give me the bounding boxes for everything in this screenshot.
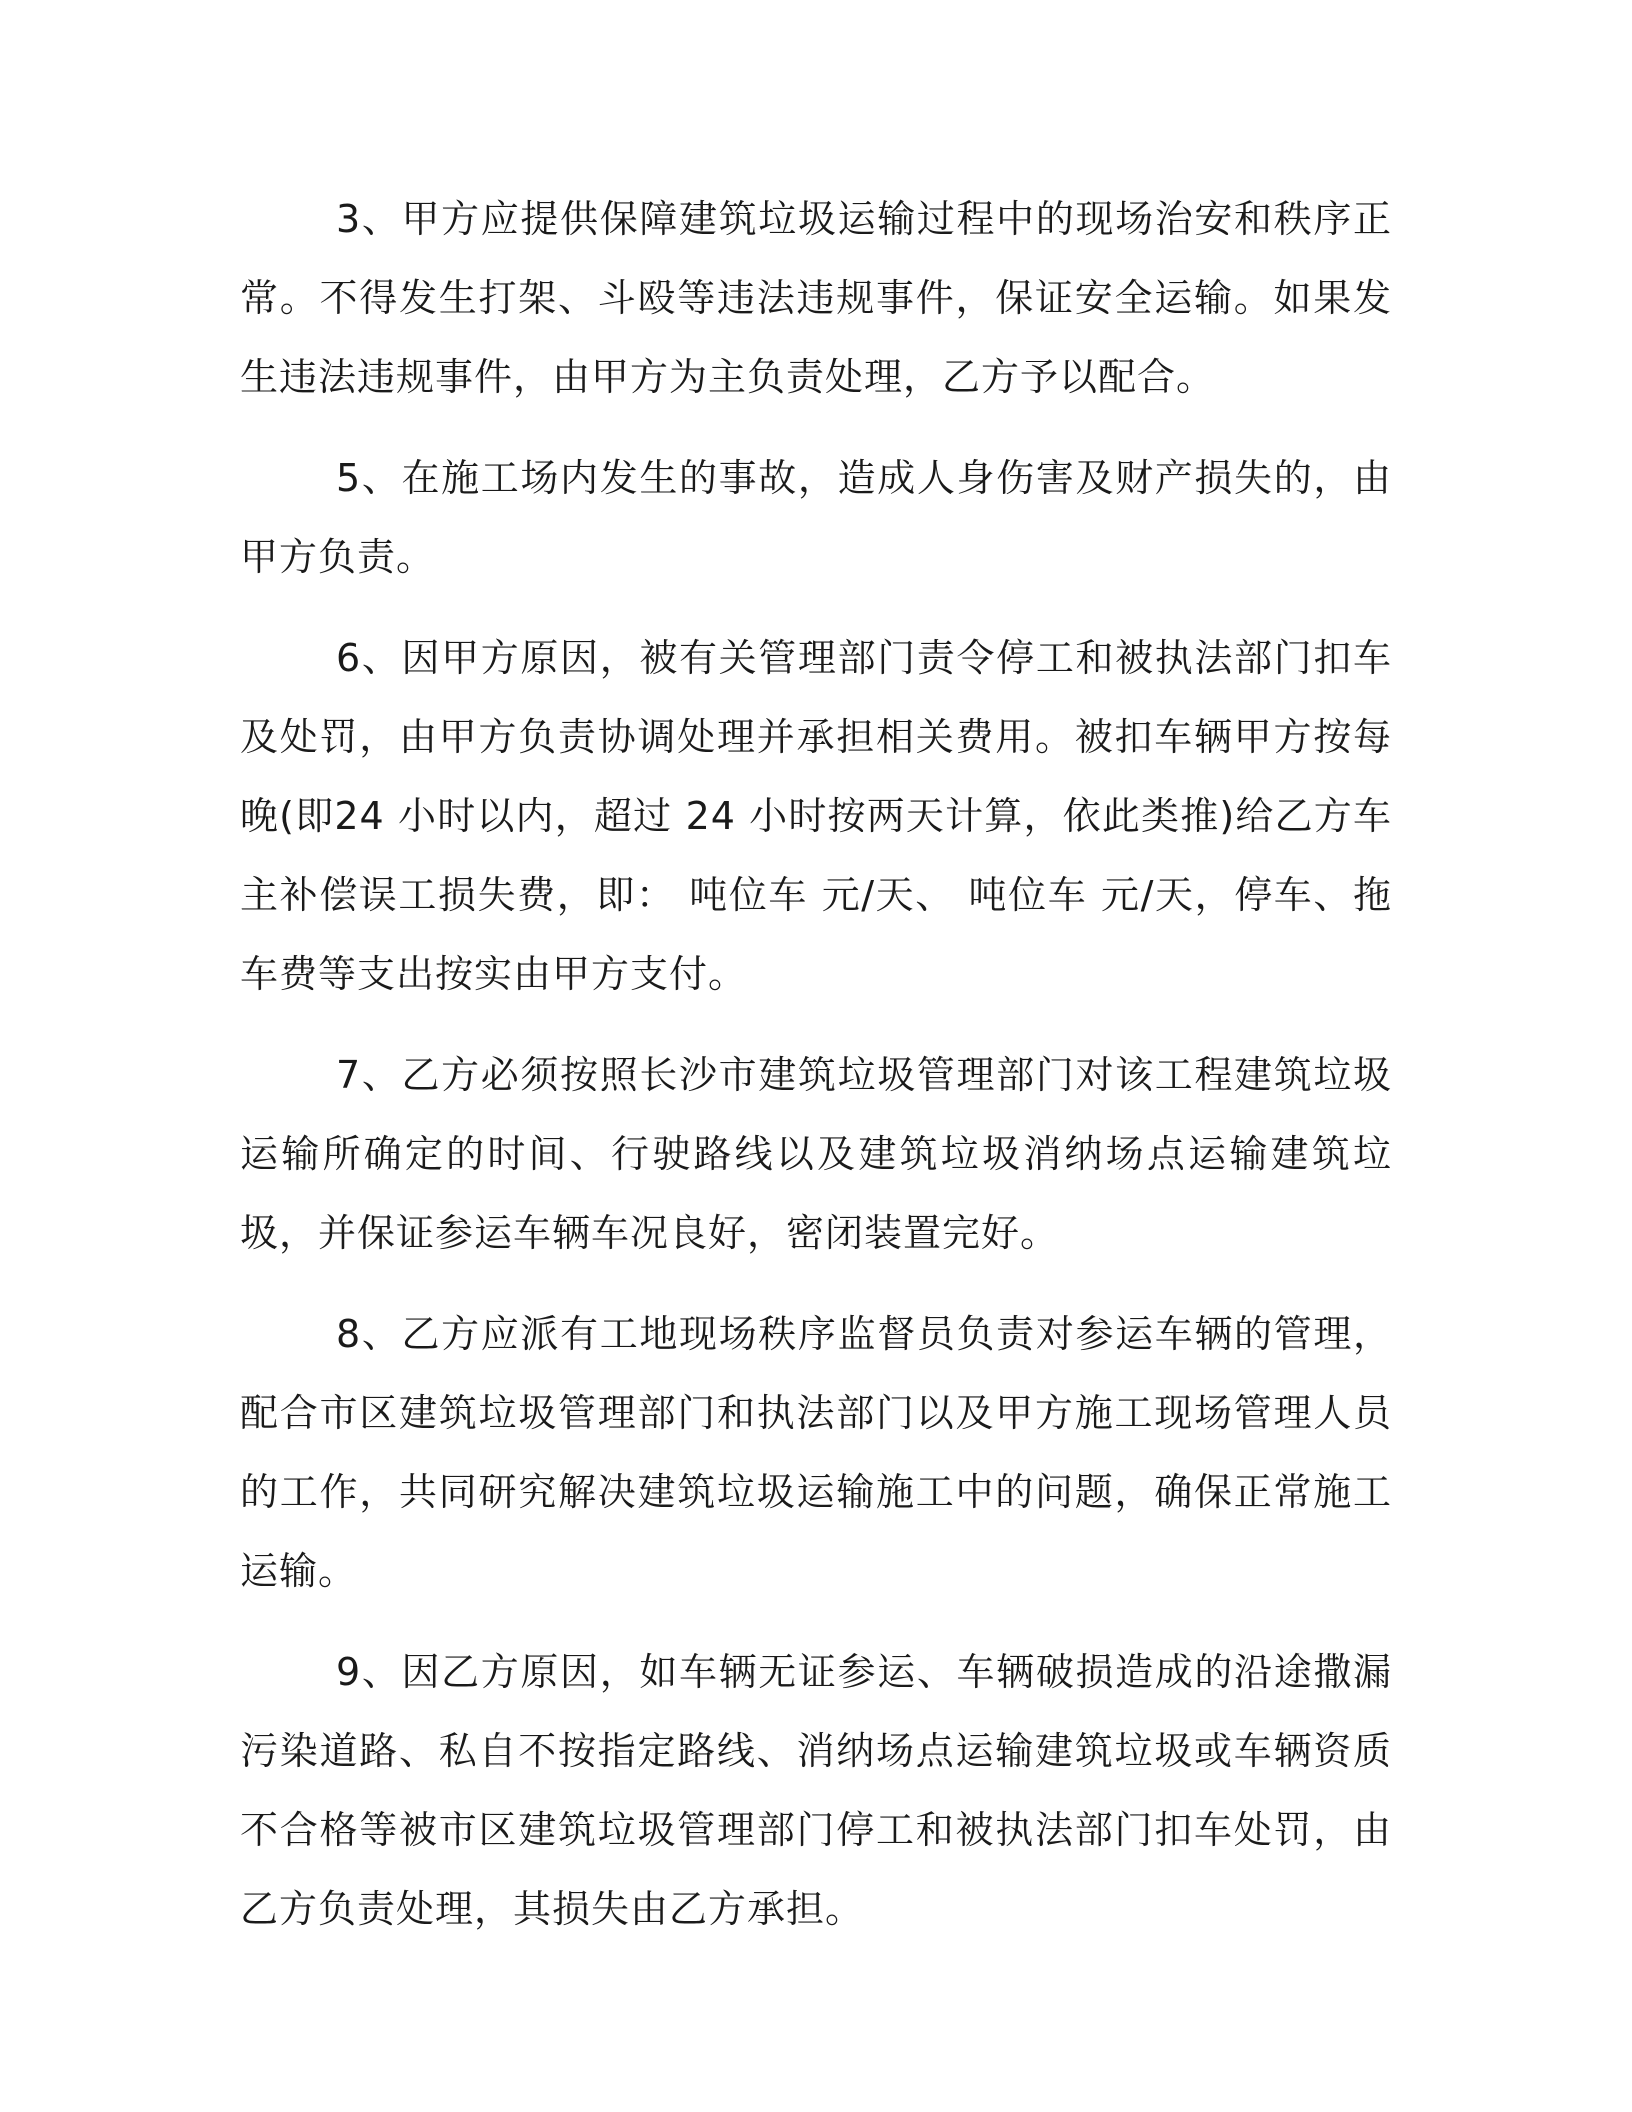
paragraph-clause-7: 7、乙方必须按照长沙市建筑垃圾管理部门对该工程建筑垃圾运输所确定的时间、行驶路线以及建筑垃圾消纳场点运输建筑垃圾，并保证参运车辆车况良好，密闭装置完好。: [240, 1053, 1392, 1255]
paragraph-clause-6: 6、因甲方原因，被有关管理部门责令停工和被执法部门扣车及处罚，由甲方负责协调处理并承担相关费用。被扣车辆甲方按每晚(即24 小时以内，超过 24 小时按两天计算，依此类推)给乙方车主补偿误工损失费，即： 吨位车 元/天、 吨位车 元/天，停车、拖车费等支出按实由甲方支付。: [240, 636, 1392, 996]
document-body: [240, 180, 1392, 1971]
paragraph-clause-8: 8、乙方应派有工地现场秩序监督员负责对参运车辆的管理，配合市区建筑垃圾管理部门和执法部门以及甲方施工现场管理人员的工作，共同研究解决建筑垃圾运输施工中的问题，确保正常施工运输。: [240, 1312, 1392, 1593]
paragraph-clause-9: 9、因乙方原因，如车辆无证参运、车辆破损造成的沿途撒漏污染道路、私自不按指定路线、消纳场点运输建筑垃圾或车辆资质不合格等被市区建筑垃圾管理部门停工和被执法部门扣车处罚，由乙方负责处理，其损失由乙方承担。: [240, 1650, 1392, 1931]
paragraph-clause-3: 3、甲方应提供保障建筑垃圾运输过程中的现场治安和秩序正常。不得发生打架、斗殴等违法违规事件，保证安全运输。如果发生违法违规事件，由甲方为主负责处理，乙方予以配合。: [240, 197, 1392, 399]
paragraph-clause-5: 5、在施工场内发生的事故，造成人身伤害及财产损失的，由甲方负责。: [240, 456, 1392, 579]
